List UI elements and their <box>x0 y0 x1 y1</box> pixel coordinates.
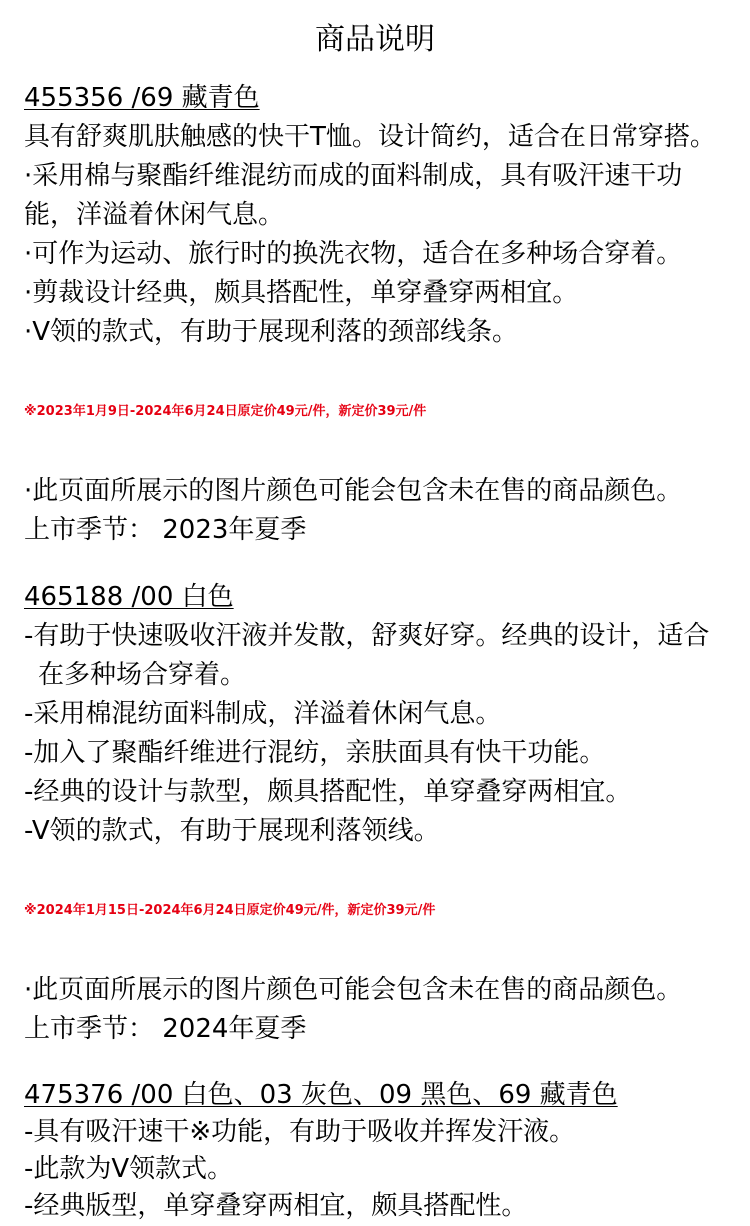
release-season: 上市季节： 2024年夏季 <box>24 1014 307 1044</box>
product-code-color: 475376 /00 白色、03 灰色、09 黑色、69 藏青色 <box>24 1080 618 1110</box>
description-line: ·采用棉与聚酯纤维混纺而成的面料制成，具有吸汗速干功 <box>24 161 683 191</box>
product-section-465188 <box>24 578 734 851</box>
description-line: -具有吸汗速干※功能，有助于吸收并挥发汗液。 <box>24 1117 576 1147</box>
description-line: 具有舒爽肌肤触感的快干T恤。设计简约，适合在日常穿搭。 <box>24 122 716 152</box>
product-section-475376 <box>24 1077 734 1225</box>
color-notice: ·此页面所展示的图片颜色可能会包含未在售的商品颜色。 <box>24 975 683 1005</box>
notice-block <box>24 472 734 550</box>
description-line: -经典版型，单穿叠穿两相宜，颇具搭配性。 <box>24 1191 528 1221</box>
description-line: -此款为V领款式。 <box>24 1154 234 1184</box>
description-line: -有助于快速吸收汗液并发散，舒爽好穿。经典的设计，适合 <box>24 621 710 651</box>
product-code-color: 465188 /00 白色 <box>24 582 234 612</box>
product-code-color: 455356 /69 藏青色 <box>24 83 260 113</box>
description-line: -V领的款式，有助于展现利落领线。 <box>24 816 440 846</box>
description-line: ·剪裁设计经典，颇具搭配性，单穿叠穿两相宜。 <box>24 278 579 308</box>
price-change-note: ※2023年1月9日-2024年6月24日原定价49元/件，新定价39元/件 <box>24 404 427 419</box>
description-line: -采用棉混纺面料制成，洋溢着休闲气息。 <box>24 699 502 729</box>
price-change-note: ※2024年1月15日-2024年6月24日原定价49元/件，新定价39元/件 <box>24 903 436 918</box>
description-line: ·可作为运动、旅行时的换洗衣物，适合在多种场合穿着。 <box>24 239 683 269</box>
description-line: 能，洋溢着休闲气息。 <box>24 200 285 230</box>
notice-block <box>24 971 734 1049</box>
description-line: -加入了聚酯纤维进行混纺，亲肤面具有快干功能。 <box>24 738 606 768</box>
page-title: 商品说明 <box>315 22 435 57</box>
description-line: 在多种场合穿着。 <box>38 660 247 690</box>
release-season: 上市季节： 2023年夏季 <box>24 515 307 545</box>
product-section-455356 <box>24 79 734 352</box>
color-notice: ·此页面所展示的图片颜色可能会包含未在售的商品颜色。 <box>24 476 683 506</box>
description-line: -经典的设计与款型，颇具搭配性，单穿叠穿两相宜。 <box>24 777 632 807</box>
description-line: ·V领的款式，有助于展现利落的颈部线条。 <box>24 317 519 347</box>
